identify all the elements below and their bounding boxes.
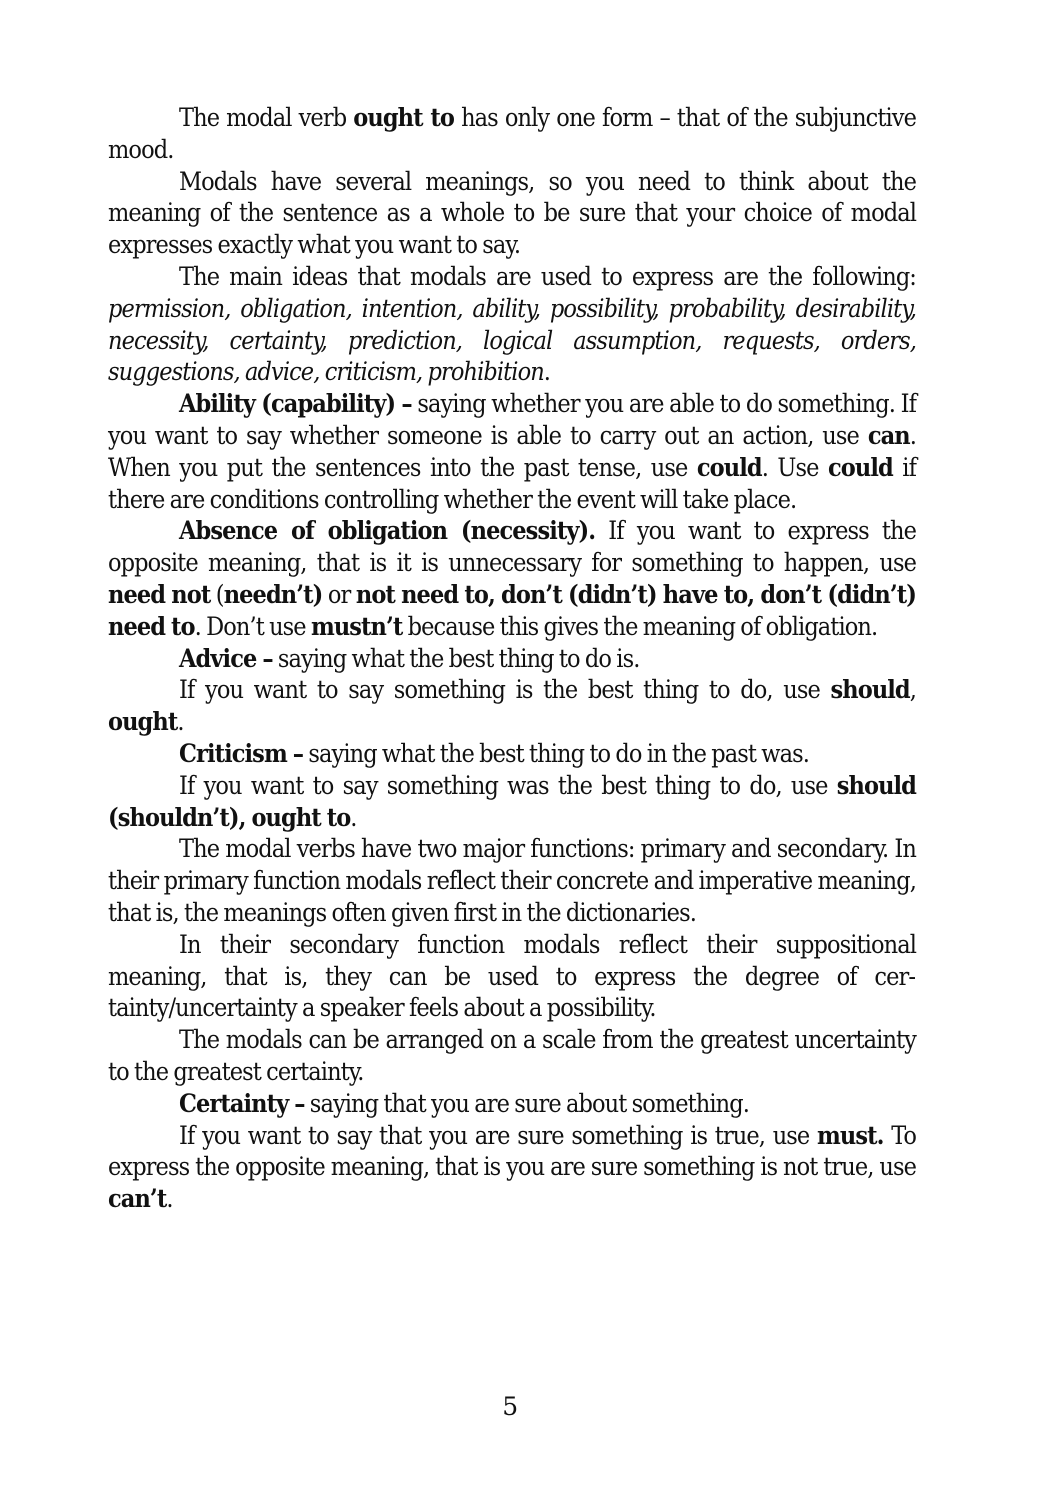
paragraph-main-ideas	[108, 261, 916, 388]
paragraph-advice	[108, 643, 916, 675]
paragraph-advice-use	[108, 674, 916, 738]
page-number: 5	[502, 1392, 518, 1421]
text-run: saying what the best thing to do is.	[272, 643, 640, 673]
text-run: .	[350, 802, 357, 832]
text-run: . Don’t use	[194, 611, 311, 641]
paragraph-certainty-use	[108, 1120, 916, 1215]
italic-text: permission, obligation, intention, ability, possibility, probability, desirability, necessity, certainty, prediction, logical assumption, requests, orders, suggestions, advice, criticism, prohibition	[108, 293, 916, 387]
text-run: .	[166, 1184, 173, 1214]
text-run: saying that you are sure about something.	[304, 1088, 750, 1118]
bold-term: Absence of obligation (necessity).	[179, 516, 596, 546]
paragraph-ought-to	[108, 102, 916, 166]
bold-term: need not	[108, 579, 211, 609]
text-run: (	[210, 579, 224, 609]
text-run: In their secondary function modals reflect their suppositional meaning, that is, they can be used to express the degree of certainty/uncertainty a speaker feels about a possibility.	[108, 929, 916, 1023]
text-run: If you want to express the opposite meaning, that is it is unnecessary for something to happen, use	[108, 516, 916, 578]
bold-term: Advice –	[179, 643, 273, 673]
bold-term: could	[827, 452, 893, 482]
text-run: . Use	[761, 452, 828, 482]
bold-term: Criticism –	[179, 738, 304, 768]
text-run: saying whether you are able to do something. If you want to say whether someone is able to carry out an action, use	[108, 389, 917, 450]
paragraph-ability	[108, 388, 916, 515]
text-run: saying what the best thing to do in the past was.	[303, 738, 809, 768]
bold-term: must.	[816, 1120, 884, 1150]
paragraph-several-meanings	[108, 166, 916, 261]
text-run: To express the opposite meaning, that is you are sure something is not true, use	[108, 1120, 916, 1182]
paragraph-secondary-function	[108, 929, 916, 1024]
bold-term: could	[696, 452, 762, 482]
bold-term: not need to, don’t (didn’t) have to, don’t (didn’t) need to	[108, 579, 916, 641]
paragraph-absence-obligation	[108, 515, 916, 642]
paragraph-criticism	[108, 738, 916, 770]
text-run: The modals can be arranged on a scale from the greatest uncertainty to the greatest certainty.	[108, 1025, 916, 1086]
paragraph-certainty	[108, 1088, 916, 1120]
bold-term: should (shouldn’t), ought to	[108, 770, 916, 832]
bold-term: mustn’t	[310, 611, 403, 641]
text-run: .	[543, 357, 551, 387]
text-run: Modals have several meanings, so you need to think about the meaning of the sentence as a whole to be sure that your choice of modal expresses exactly what you want to say.	[108, 166, 916, 260]
bold-term: ought	[108, 707, 178, 737]
text-run: The main ideas that modals are used to express are the following:	[179, 261, 916, 291]
text-run: The modal verbs have two major functions: primary and secondary. In their primary function modals reflect their concrete and imperative meaning, that is, the meanings often given first in the dictionaries.	[108, 834, 916, 927]
bold-term: needn’t)	[223, 579, 323, 609]
text-run: If you want to say that you are sure something is true, use	[179, 1120, 817, 1150]
bold-term: Certainty –	[179, 1088, 305, 1118]
paragraph-two-functions	[108, 833, 916, 928]
page-body	[108, 102, 916, 1215]
bold-term: ought to	[353, 103, 454, 132]
paragraph-list	[108, 102, 916, 1215]
text-run: has only one form – that of the subjunctive mood.	[108, 103, 917, 164]
text-run: The modal verb	[179, 103, 354, 132]
text-run: . When you put the sentences into the past tense, use	[108, 420, 916, 482]
text-run: ,	[909, 675, 916, 705]
text-run: if there are conditions controlling whether the event will take place.	[108, 452, 916, 514]
paragraph-criticism-use	[108, 770, 916, 834]
text-run: or	[322, 579, 356, 609]
bold-term: can’t	[108, 1184, 167, 1214]
paragraph-scale	[108, 1024, 916, 1088]
text-run: because this gives the meaning of obligation.	[402, 611, 878, 641]
text-run: If you want to say something was the best thing to do, use	[179, 770, 837, 800]
bold-term: Ability (capability) –	[179, 389, 412, 419]
text-run: .	[177, 707, 184, 737]
text-run: If you want to say something is the best thing to do, use	[179, 675, 831, 705]
bold-term: can	[867, 420, 910, 450]
bold-term: should	[830, 675, 910, 705]
